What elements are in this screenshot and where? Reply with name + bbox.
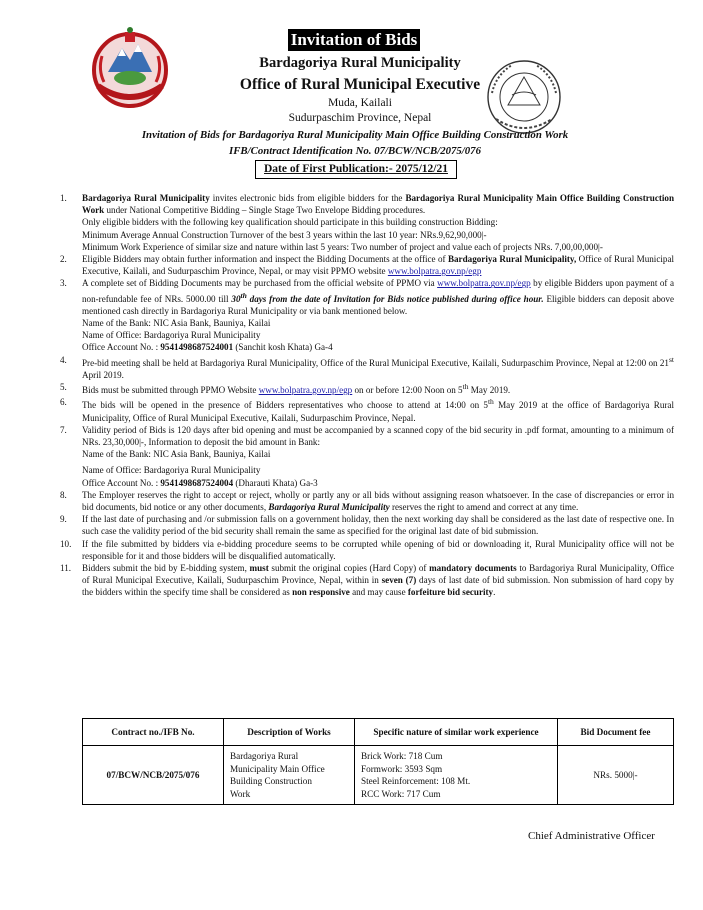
experience-cell: Brick Work: 718 Cum Formwork: 3593 Sqm Steel Reinforcement: 108 Mt. RCC Work: 717 Cum [355, 746, 558, 805]
ppmo-website-link[interactable]: www.bolpatra.gov.np/egp [258, 385, 353, 396]
signatory-title: Chief Administrative Officer [528, 830, 655, 842]
column-header: Specific nature of similar work experience [355, 719, 558, 746]
office-name: Office of Rural Municipal Executive [239, 76, 481, 93]
notice-title: Invitation of Bids [288, 29, 420, 51]
clause-number: 11. [60, 563, 72, 574]
clause-6: 6. The bids will be opened in the presence of Bidders representatives who choose to attend at 14:00 on 5th May 2019 at the office of Bardagoriya Rural Municipality, Office of Rural Municipal Executive, Kailali, Sudurpaschim Province, Nepal. [60, 397, 674, 423]
ppmo-website-link[interactable]: www.bolpatra.gov.np/egp [437, 278, 531, 289]
address-line-2: Sudurpaschim Province, Nepal [288, 112, 432, 124]
municipality-name: Bardagoriya Rural Municipality [259, 55, 461, 71]
notice-clauses [60, 192, 674, 599]
fee-cell: NRs. 5000|- [558, 746, 674, 805]
table-row [83, 746, 674, 805]
description-cell: Bardagoriya Rural Municipality Main Office Building Construction Work [224, 746, 355, 805]
account-number: 9541498687524001 [160, 342, 234, 353]
column-header: Bid Document fee [558, 719, 674, 746]
clause-number: 2. [60, 254, 67, 265]
invitation-subject: Invitation of Bids for Bardagoriya Rural Municipality Main Office Building Construction Work [141, 129, 569, 141]
clause-5: 5. Bids must be submitted through PPMO Website www.bolpatra.gov.np/egp on or before 12:00 Noon on 5th May 2019. [60, 382, 511, 396]
column-header: Contract no./IFB No. [83, 719, 224, 746]
clause-number: 3. [60, 278, 67, 289]
bid-table [82, 718, 674, 805]
clause-2: 2. Eligible Bidders may obtain further information and inspect the Bidding Documents at the office of Bardagoriya Rural Municipality, Office of Rural Municipal Executive, Kailali, and Sudurpaschim Province, Nepal, or may visit PPMO website www.bolpatra.gov.np/egp [60, 254, 675, 277]
clause-4: 4. Pre-bid meeting shall be held at Bardagoriya Rural Municipality, Office of the Rural Municipal Executive, Kailali, Sudurpaschim Province, Nepal at 12:00 on 21st April 2019. [60, 354, 674, 380]
clause-number: 6. [60, 397, 67, 408]
column-header: Description of Works [224, 719, 355, 746]
clause-number: 1. [60, 193, 67, 203]
clause-number: 4. [60, 354, 67, 365]
clause-number: 9. [60, 514, 67, 525]
clause-3: 3. A complete set of Bidding Documents may be purchased from the official website of PPMO via www.bolpatra.gov.np/egp by eligible Bidders upon payment of a non-refundable fee of NRs. 5000.00 till 30th days from the date of Invitation for Bids notice published during office hour. Eligible bidders can deposit above mentioned cash directly in Bardagoriya Rural Municipality or via bank mentioned below. Name of the Bank: NIC Asia Bank, Bauniya, Kailai Name of Office: Bardagoriya Rural Municipality Office Account No. : 9541498687524001 (Sanchit kosh Khata) Ga-4 [60, 278, 674, 353]
clause-7: 7. Validity period of Bids is 120 days after bid opening and must be accompanied by a scanned copy of the bid security in .pdf format, amounting to a minimum of NRs. 23,30,000|-, Information to deposit the bid amount in Bank: Name of the Bank: NIC Asia Bank, Bauniya, Kailai Name of Office: Bardagoriya Rural Municipality Office Account No. : 9541498687524004 (Dharauti Khata) Ga-3 [60, 424, 674, 488]
ifb-number: IFB/Contract Identification No. 07/BCW/NCB/2075/076 [229, 145, 481, 157]
clause-number: 5. [60, 382, 67, 393]
clause-8: 8. The Employer reserves the right to accept or reject, wholly or partly any or all bids without assigning reason whatsoever. In the case of discrepancies or error in bid documents, bid notice or any other documents, Bardagoriya Rural Municipality reserves the right to amend and correct at any time. [60, 489, 674, 512]
clause-9: 9. If the last date of purchasing and /or submission falls on a government holiday, then the next working day shall be considered as the last date of respective one. In such case the validity period of the bid security shall remain the same as specified for the original last date of bid submission. [60, 514, 674, 537]
clause-10: 10. If the file submitted by bidders via e-bidding procedure seems to be corrupted while opening of bid or downloading it, Rural Municipality office will not be responsible for it and those bidders will be disqualified automatically. [60, 538, 674, 561]
table-header-row [83, 719, 674, 746]
account-number: 9541498687524004 [160, 477, 234, 488]
clause-number: 10. [60, 538, 72, 549]
clause-number: 8. [60, 489, 67, 500]
contract-number-cell: 07/BCW/NCB/2075/076 [83, 746, 224, 805]
clause-number: 7. [60, 424, 67, 435]
publication-date: Date of First Publication:- 2075/12/21 [255, 160, 457, 179]
clause-11: 11. Bidders submit the bid by E-bidding system, must submit the original copies (Hard Copy) of mandatory documents to Bardagoriya Rural Municipality, Office of Rural Municipal Executive, Kailali, Sudurpaschim Province, Nepal, within in seven (7) days of last date of bid submission. Non submission of hard copy by the bidders within the specify time shall be considered as non responsive and may cause forfeiture bid security. [60, 563, 674, 598]
clause-1: 1. Bardagoriya Rural Municipality invites electronic bids from eligible bidders for the Bardagoriya Rural Municipality Main Office Building Construction Work under National Competitive Bidding – Single Stage Two Envelope Bidding procedures. Only eligible bidders with the following key qualification should participate in this building construction Bidding: Minimum Average Annual Construction Turnover of the best 3 years within the last 10 year: NRs.9,62,90,000|- Minimum Work Experience of similar size and nature within last 5 years: Two number of project and value each of projects NRs. 7,00,00,000|- [60, 193, 675, 252]
address-line-1: Muda, Kailali [328, 97, 392, 109]
ppmo-website-link[interactable]: www.bolpatra.gov.np/egp [387, 266, 482, 277]
